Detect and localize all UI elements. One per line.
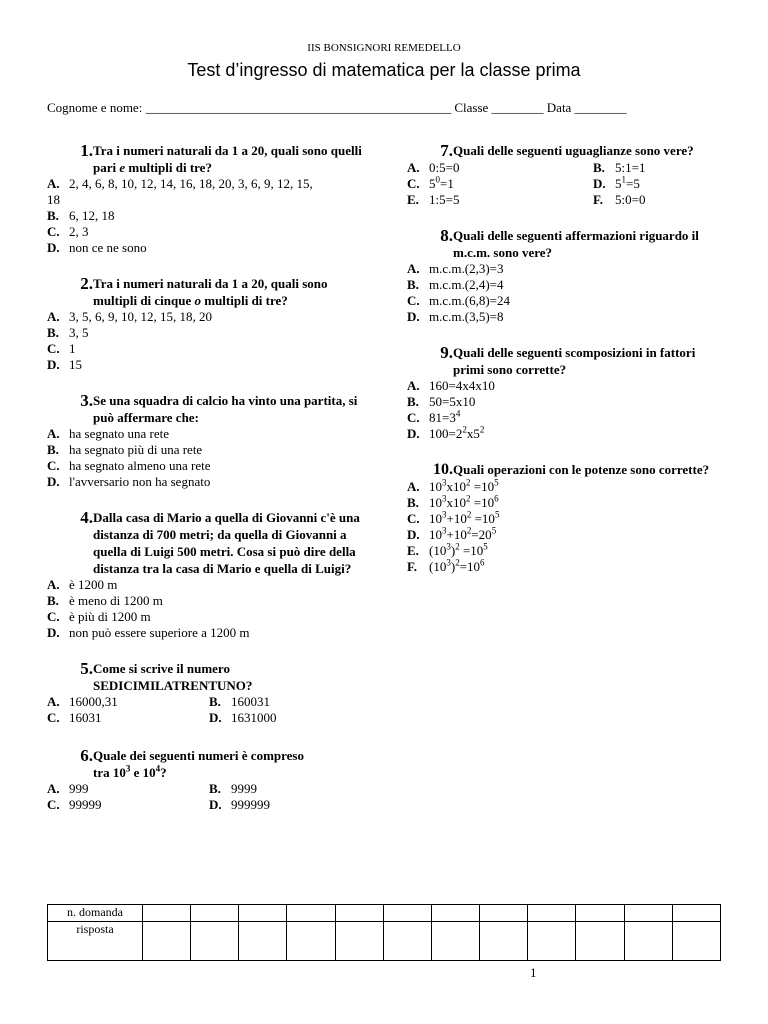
option[interactable]: B. 6, 12, 18	[47, 208, 115, 223]
table-cell[interactable]	[576, 905, 624, 922]
question-text: Quali operazioni con le potenze sono corrette?	[453, 462, 710, 477]
option[interactable]: A. m.c.m.(2,3)=3	[407, 261, 504, 276]
question-5	[47, 660, 367, 726]
date-label: Data	[546, 100, 572, 115]
table-cell[interactable]	[383, 905, 431, 922]
option[interactable]: A. 0:5=0	[407, 160, 460, 175]
question-1	[47, 142, 367, 256]
table-cell[interactable]	[576, 922, 624, 961]
table-cell[interactable]	[624, 905, 672, 922]
option[interactable]: D. $100=2^2x5^2$	[407, 424, 485, 441]
question-number: 10.	[433, 461, 453, 478]
option[interactable]: E. $(10^3)^2 =10^5$	[407, 541, 488, 558]
page-number: 1	[530, 965, 537, 980]
option-row	[47, 710, 367, 726]
question-number: 7.	[440, 141, 453, 160]
option[interactable]: A. 2, 4, 6, 8, 10, 12, 14, 16, 18, 20, 3, 6, 9, 12, 15,	[47, 176, 313, 191]
option-row	[407, 160, 727, 176]
option[interactable]: C. è più di 1200 m	[47, 609, 151, 624]
table-cell[interactable]	[335, 922, 383, 961]
option-row	[47, 781, 367, 797]
table-cell[interactable]	[239, 905, 287, 922]
name-field[interactable]: _______________________________________________	[145, 100, 452, 115]
question-text: Quali delle seguenti scomposizioni in fattori primi sono corrette?	[453, 345, 696, 377]
table-row-label: n. domanda	[48, 905, 143, 922]
page-title: Test d’ingresso di matematica per la classe prima	[187, 60, 581, 80]
table-cell[interactable]	[431, 922, 479, 961]
option[interactable]: D. $10^3+10^2=20^5$	[407, 525, 497, 542]
option[interactable]: A. è 1200 m	[47, 577, 118, 592]
table-row-label: risposta	[48, 922, 143, 961]
option[interactable]: C. 99999	[47, 797, 102, 812]
question-text: Quali delle seguenti affermazioni riguardo il m.c.m. sono vere?	[453, 228, 699, 260]
option[interactable]: F. $(10^3)^2=10^6$	[407, 557, 485, 574]
table-cell[interactable]	[191, 905, 239, 922]
left-column	[47, 142, 367, 813]
student-info-row	[47, 100, 722, 116]
option[interactable]: D. non può essere superiore a 1200 m	[47, 625, 250, 640]
question-number: 4.	[80, 508, 93, 527]
option[interactable]: C. 16031	[47, 710, 102, 725]
option[interactable]: A. 999	[47, 781, 89, 796]
question-text: Tra i numeri naturali da 1 a 20, quali sono quelli pari e multipli di tre?	[93, 143, 362, 175]
right-column	[407, 142, 727, 575]
option[interactable]: A. $10^3x10^2 =10^5$	[407, 477, 499, 494]
option[interactable]: C. m.c.m.(6,8)=24	[407, 293, 510, 308]
question-6	[47, 747, 367, 813]
table-cell[interactable]	[287, 922, 335, 961]
question-3	[47, 392, 367, 490]
table-cell[interactable]	[239, 922, 287, 961]
question-number: 3.	[80, 391, 93, 410]
option[interactable]: B. ha segnato più di una rete	[47, 442, 203, 457]
table-cell[interactable]	[672, 922, 720, 961]
option[interactable]: C. ha segnato almeno una rete	[47, 458, 211, 473]
option-row	[407, 176, 727, 192]
class-label: Classe	[454, 100, 489, 115]
option-row	[47, 797, 367, 813]
option-row	[407, 192, 727, 208]
option[interactable]: E. 1:5=5	[407, 192, 460, 207]
table-cell[interactable]	[143, 922, 191, 961]
class-field[interactable]: ________	[491, 100, 544, 115]
option[interactable]: C. $5^0=1$	[407, 174, 454, 191]
option[interactable]: D. 15	[47, 357, 82, 372]
answer-table	[47, 904, 721, 961]
option[interactable]: D. 999999	[209, 797, 270, 812]
option[interactable]: A. 16000,31	[47, 694, 118, 709]
option[interactable]: B. 50=5x10	[407, 394, 476, 409]
question-4	[47, 509, 367, 641]
question-number: 2.	[80, 274, 93, 293]
option[interactable]: C. $10^3+10^2 =10^5$	[407, 509, 500, 526]
option[interactable]: C. 1	[47, 341, 76, 356]
option[interactable]: B. è meno di 1200 m	[47, 593, 163, 608]
option[interactable]: D. 1631000	[209, 710, 277, 725]
question-2	[47, 275, 367, 373]
question-number: 6.	[80, 746, 93, 765]
table-cell[interactable]	[528, 905, 576, 922]
option[interactable]: D. l'avversario non ha segnato	[47, 474, 211, 489]
option[interactable]: A. 160=4x4x10	[407, 378, 495, 393]
question-8	[407, 227, 727, 325]
question-7	[407, 142, 727, 208]
table-cell[interactable]	[480, 905, 528, 922]
question-text: Quali delle seguenti uguaglianze sono vere?	[453, 143, 694, 158]
table-cell[interactable]	[480, 922, 528, 961]
option[interactable]: A. 3, 5, 6, 9, 10, 12, 15, 18, 20	[47, 309, 212, 324]
option[interactable]: C. $81=3^4$	[407, 408, 461, 425]
table-row	[48, 905, 721, 922]
option[interactable]: B. 5:1=1	[593, 160, 646, 175]
table-row	[48, 922, 721, 961]
question-text: Quale dei seguenti numeri è compreso tra $10^3$ e $10^4$?	[93, 748, 304, 780]
question-text: Dalla casa di Mario a quella di Giovanni c'è una distanza di 700 metri; da quella di Giovanni a quella di Luigi 500 metri. Cosa si può dire della distanza tra la casa di Mario e quella di Luigi?	[93, 510, 360, 576]
option-row	[47, 694, 367, 710]
question-number: 9.	[440, 343, 453, 362]
question-number: 5.	[80, 659, 93, 678]
table-cell[interactable]	[287, 905, 335, 922]
option[interactable]: D. $5^1=5$	[593, 174, 640, 191]
option[interactable]: C. 2, 3	[47, 224, 89, 239]
question-number: 1.	[80, 141, 93, 160]
option[interactable]: B. 160031	[209, 694, 270, 709]
question-text: Se una squadra di calcio ha vinto una partita, si può affermare che:	[93, 393, 358, 425]
option[interactable]: B. $10^3x10^2 =10^6$	[407, 493, 499, 510]
question-text: Come si scrive il numero SEDICIMILATRENTUNO?	[93, 661, 253, 693]
date-field[interactable]: ________	[574, 100, 627, 115]
table-cell[interactable]	[335, 905, 383, 922]
table-cell[interactable]	[191, 922, 239, 961]
table-cell[interactable]	[528, 922, 576, 961]
question-9	[407, 344, 727, 442]
option[interactable]: D. m.c.m.(3,5)=8	[407, 309, 504, 324]
table-cell[interactable]	[431, 905, 479, 922]
question-10	[407, 461, 727, 575]
option[interactable]: A. ha segnato una rete	[47, 426, 169, 441]
table-cell[interactable]	[624, 922, 672, 961]
table-cell[interactable]	[143, 905, 191, 922]
school-name: IIS BONSIGNORI REMEDELLO	[307, 42, 461, 54]
option[interactable]: D. non ce ne sono	[47, 240, 147, 255]
question-number: 8.	[440, 226, 453, 245]
option[interactable]: F. 5:0=0	[593, 192, 646, 207]
name-label: Cognome e nome:	[47, 100, 143, 115]
option[interactable]: B. m.c.m.(2,4)=4	[407, 277, 504, 292]
option-continued: 18	[47, 192, 60, 207]
table-cell[interactable]	[672, 905, 720, 922]
table-cell[interactable]	[383, 922, 431, 961]
option[interactable]: B. 9999	[209, 781, 257, 796]
question-text: Tra i numeri naturali da 1 a 20, quali sono multipli di cinque o multipli di tre?	[93, 276, 328, 308]
option[interactable]: B. 3, 5	[47, 325, 89, 340]
